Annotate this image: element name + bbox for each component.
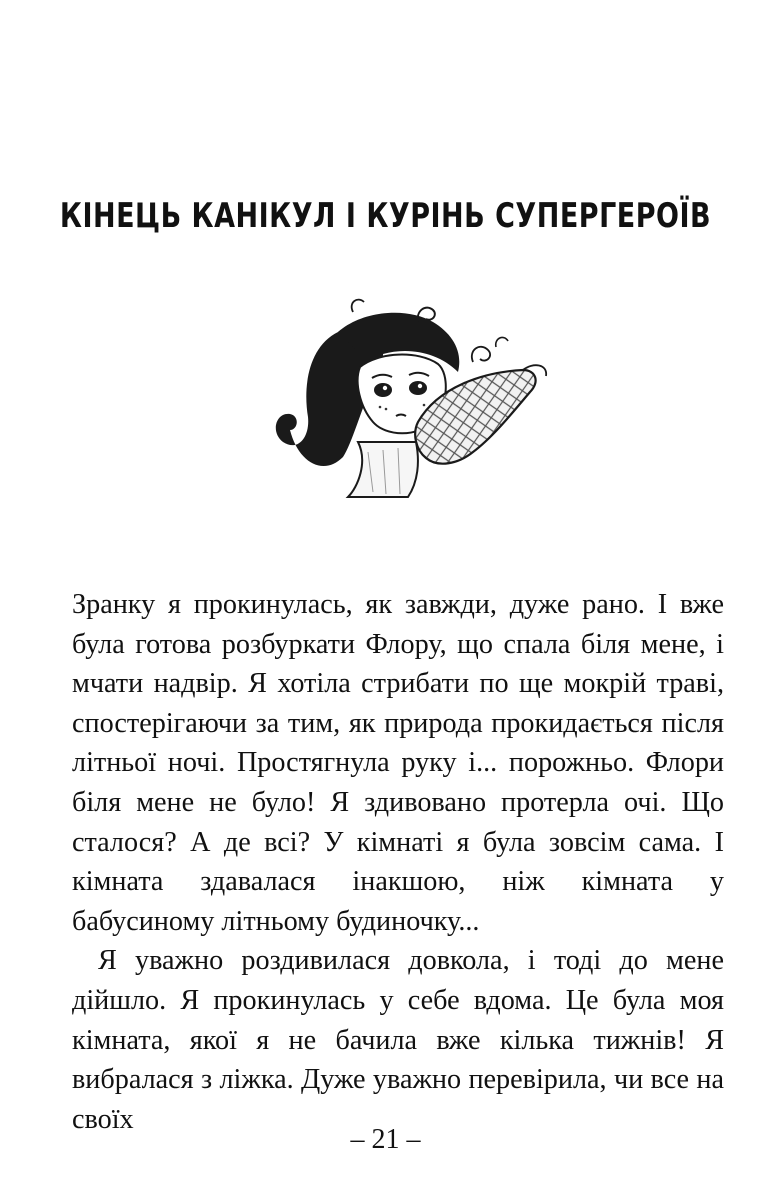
girl-with-pillow-illustration — [268, 292, 558, 504]
page-number: – 21 – — [350, 1124, 421, 1155]
paragraph: Я уважно роздивилася довкола, і тоді до мене дійшло. Я прокинулась у себе вдома. Це була моя кімната, якої я не бачила вже кілька тижнів! Я вибралася з ліжка. Дуже уважно перевірила, чи все на своїх — [72, 945, 724, 1135]
body-text — [72, 585, 724, 1139]
chapter-title: КІНЕЦЬ КАНІКУЛ І КУРІНЬ СУПЕРГЕРОЇВ — [59, 197, 712, 236]
paragraph: Зранку я прокинулась, як завжди, дуже рано. І вже була готова розбуркати Флору, що спала біля мене, і мчати надвір. Я хотіла стрибати по ще мокрій траві, спостерігаючи за тим, як природа прокидається після літньої ночі. Простягнула руку і... порожньо. Флори біля мене не було! Я здивовано протерла очі. Що сталося? А де всі? У кімнаті я була зовсім сама. І кімната здавалася інакшою, ніж кімната у бабусиному літньому будиночку... — [72, 589, 724, 937]
